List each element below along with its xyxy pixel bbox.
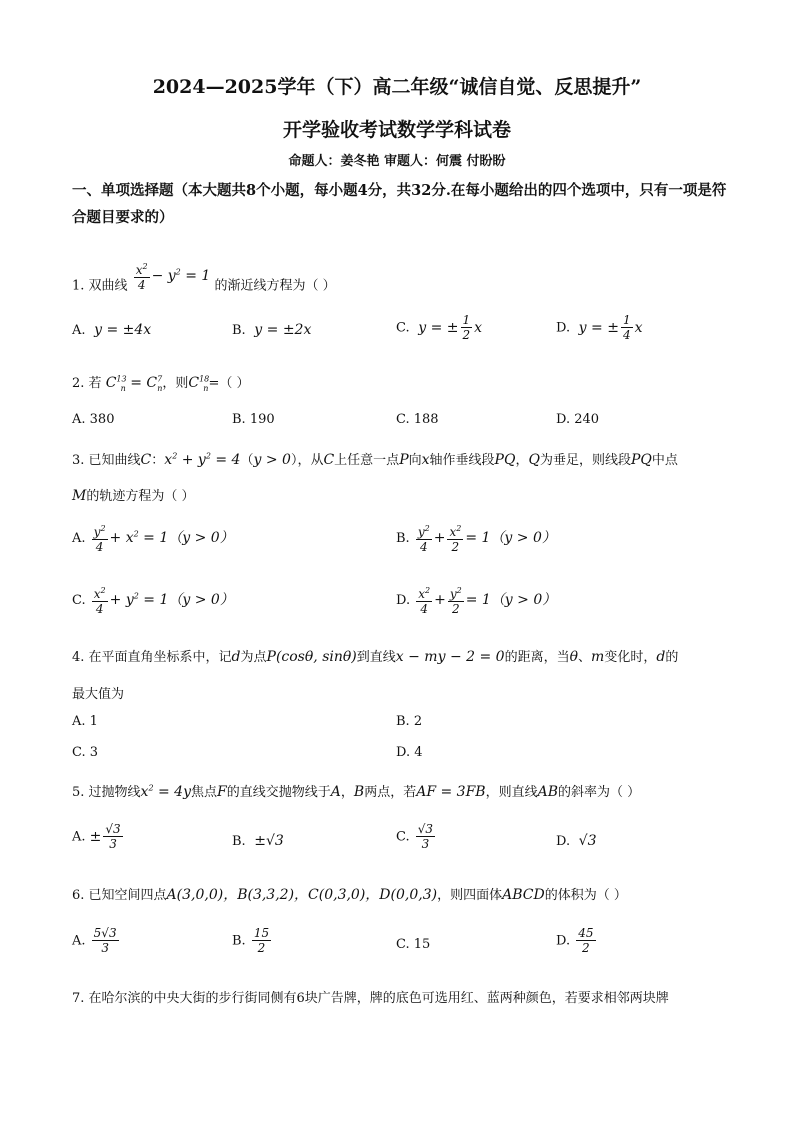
- question-3-line-1: 3. 已知曲线C：$x^2 + y^2 = 4(y > 0)$，从C上任意一点P向x轴作垂线段PQ，Q为垂足，则线段PQ中点: [72, 451, 678, 468]
- q6-option-a: A. $\frac{5√3}{3}$: [72, 926, 117, 955]
- q1-option-a: A. y = ±4x: [72, 322, 152, 338]
- q5-option-a: A. ± $\frac{√3}{3}$: [72, 822, 121, 851]
- q6-option-d: D. $\frac{45}{2}$: [556, 926, 594, 955]
- q6-option-b: B. $\frac{15}{2}$: [232, 926, 270, 955]
- q2-combination-target: $C^{18}_n$: [188, 374, 210, 393]
- q5-option-c: C. $\frac{√3}{3}$: [396, 822, 434, 851]
- q4-option-c: C. 3: [72, 745, 99, 760]
- q3-option-c: C. $\frac{x^2}{4}$ + $y^2 = 1(y > 0)$: [72, 586, 234, 616]
- q3-option-d: D. $\frac{x^2}{4}$ + $\frac{y^2}{2}$ = 1（y > 0）: [396, 586, 557, 616]
- authors-line: 命题人：姜冬艳 审题人：何震 付盼盼: [288, 154, 506, 169]
- q2-combination-eq: $C^{13}_n = C^7_n$: [105, 374, 163, 393]
- q5-option-b: B. ±√3: [232, 833, 284, 849]
- q4-option-d: D. 4: [396, 745, 423, 760]
- question-7: 7. 在哈尔滨的中央大街的步行街同侧有6块广告牌，牌的底色可选用红、蓝两种颜色，若要求相邻两块牌: [72, 991, 669, 1006]
- q1-option-d: D. y = ± $\frac{1}{4}$ x: [556, 313, 643, 342]
- q2-option-c: C. 188: [396, 412, 439, 427]
- q2-option-d: D. 240: [556, 412, 600, 427]
- q1-hyperbola-formula: $\frac{x^2}{4}$ − $y^2 = 1$: [135, 262, 211, 292]
- q1-post: 的渐近线方程为（ ）: [214, 278, 336, 294]
- question-4-line-1: 4. 在平面直角坐标系中，记d为点P(cosθ, sinθ)到直线x − my − 2 = 0的距离，当θ、m变化时，d的: [72, 649, 679, 665]
- q6-option-c: C. 15: [396, 937, 431, 952]
- section-heading: 一、单项选择题（本大题共8个小题，每小题4分，共32分.在每小题给出的四个选项中，只有一项是符合题目要求的）: [72, 182, 727, 226]
- q1-option-b: B. y = ±2x: [232, 322, 312, 338]
- q4-option-b: B. 2: [396, 714, 423, 729]
- question-5: 5. 过抛物线$x^2 = 4y$焦点F的直线交抛物线于A，B两点，若AF = 3FB，则直线AB的斜率为（ ）: [72, 783, 641, 800]
- q1-num: 1.: [72, 278, 85, 294]
- question-3-line-2: M的轨迹方程为（ ）: [72, 488, 195, 504]
- question-4-line-2: 最大值为: [72, 687, 125, 702]
- question-1: [72, 262, 336, 302]
- q4-option-a: A. 1: [72, 714, 98, 729]
- q3-option-b: B. $\frac{y^2}{4}$ + $\frac{x^2}{2}$ = 1（y > 0）: [396, 524, 556, 554]
- q2-option-a: A. 380: [72, 412, 115, 427]
- question-2: 2. 若 $C^{13}_n = C^7_n$，则$C^{18}_n=$（ ）: [72, 374, 250, 393]
- q5-option-d: D. √3: [556, 833, 597, 849]
- question-6: 6. 已知空间四点A(3,0,0)，B(3,3,2)，C(0,3,0)，D(0,0,3)，则四面体ABCD的体积为（ ）: [72, 887, 627, 903]
- title-line-1: 2024—2025学年（下）高二年级“诚信自觉、反思提升”: [152, 76, 642, 98]
- title-line-2: 开学验收考试数学学科试卷: [282, 119, 511, 141]
- q2-option-b: B. 190: [232, 412, 275, 427]
- q1-pre: 双曲线: [88, 278, 128, 294]
- q1-option-c: C. y = ± $\frac{1}{2}$ x: [396, 313, 483, 342]
- q3-option-a: A. $\frac{y^2}{4}$ + $x^2 = 1(y > 0)$: [72, 524, 234, 554]
